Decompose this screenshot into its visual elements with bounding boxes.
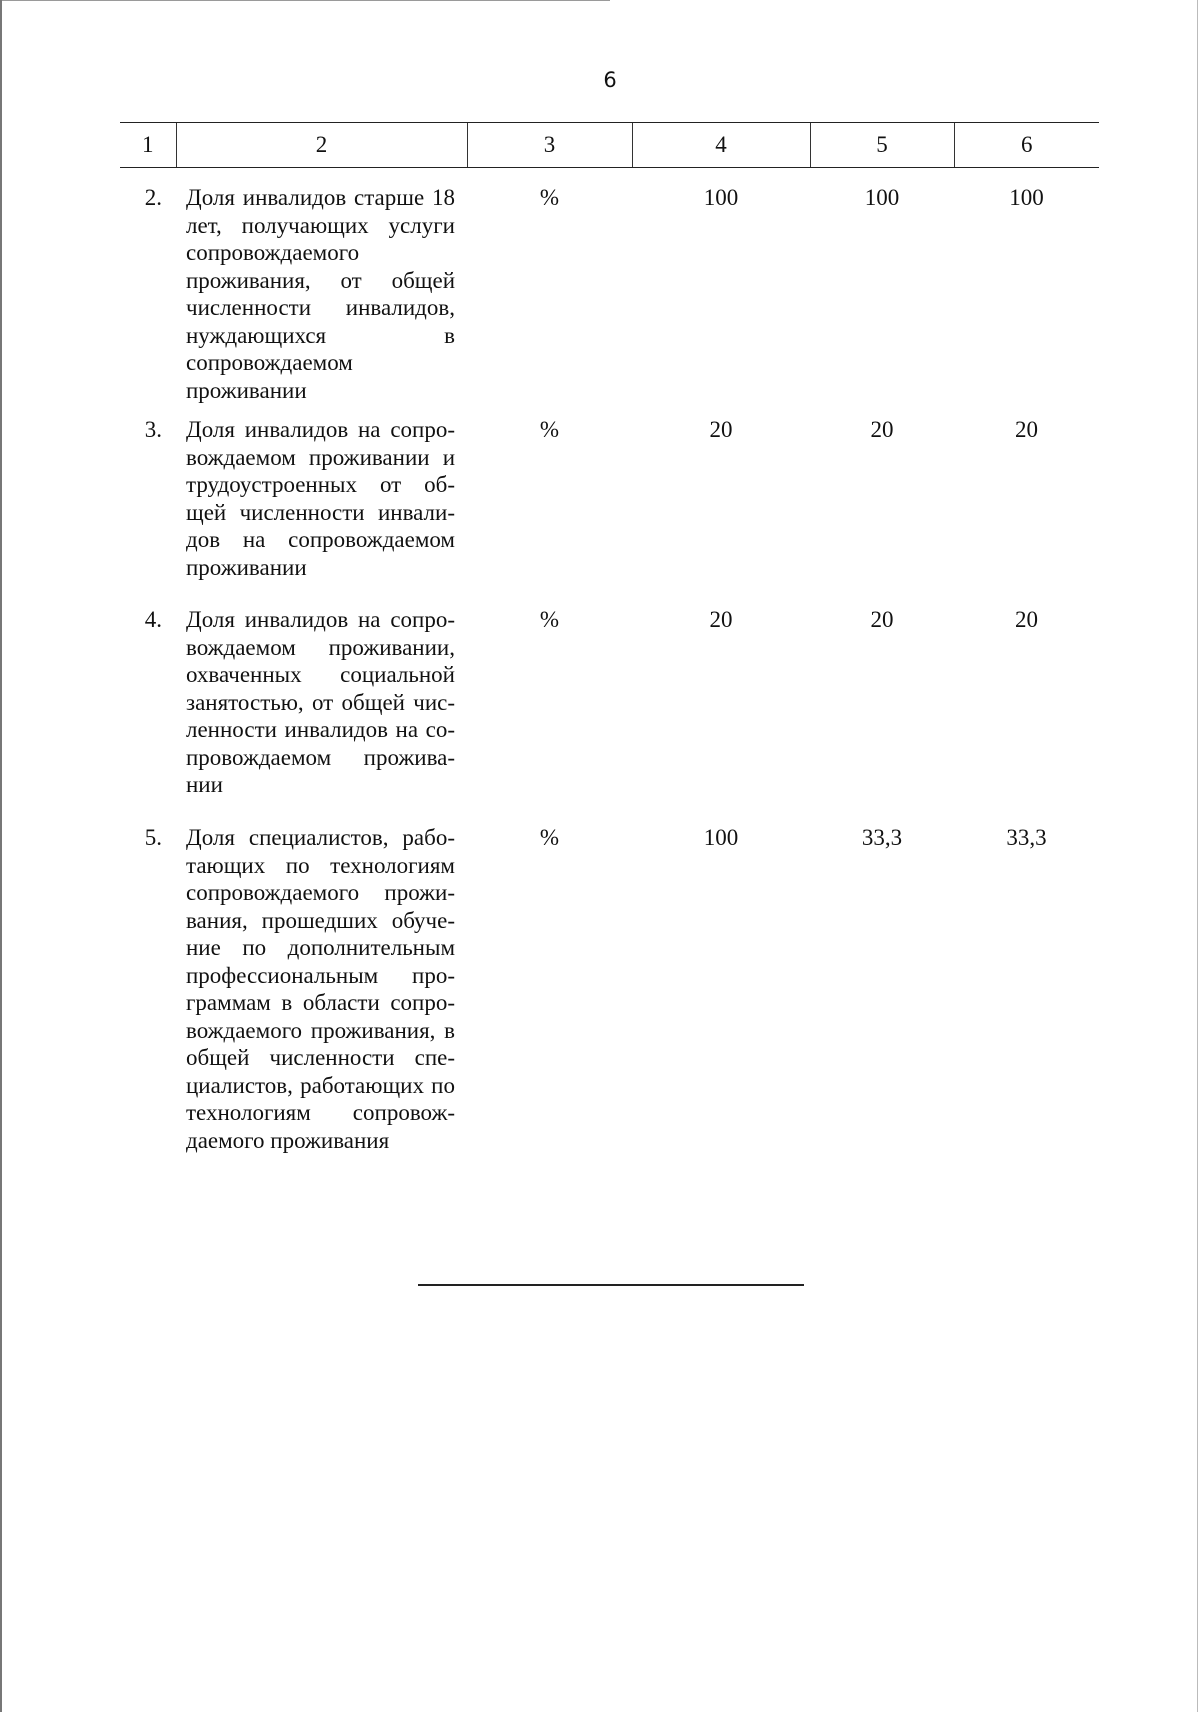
indicator-description: Доля инвалидов старше 18 лет, получающих услуги сопровождаемого проживания, от общей численности инвалидов, нуждающихся в сопровождаемом проживании xyxy=(186,185,455,403)
value-col5: 20 xyxy=(870,417,894,442)
header-cell-3: 3 xyxy=(467,123,632,168)
value-col4: 20 xyxy=(709,417,733,442)
header-cell-4: 4 xyxy=(632,123,810,168)
indicator-description: Доля инвалидов на сопро-вождаемом проживании, охваченных социальной занятостью, от общей чис-ленности инвалидов на со-провождаемом прожива-нии xyxy=(186,607,455,797)
unit-cell: % xyxy=(539,607,560,632)
indicator-description: Доля инвалидов на сопро-вождаемом проживании и трудоустроенных от об-щей численности инвали-дов на сопровождаемом проживании xyxy=(186,417,455,580)
header-cell-2: 2 xyxy=(176,123,467,168)
table-row xyxy=(120,824,1099,1154)
row-number: 4. xyxy=(144,607,162,632)
unit-cell: % xyxy=(539,185,560,210)
value-col5: 33,3 xyxy=(861,825,903,850)
table-body xyxy=(120,168,1099,1155)
scan-edge-top xyxy=(0,0,610,1)
end-separator-line xyxy=(418,1284,804,1286)
value-col4: 100 xyxy=(703,185,739,210)
header-cell-6: 6 xyxy=(954,123,1099,168)
value-col6: 100 xyxy=(1009,185,1044,210)
unit-cell: % xyxy=(539,825,560,850)
scan-edge-right xyxy=(1197,0,1198,1712)
value-col6: 33,3 xyxy=(1006,825,1047,850)
header-cell-1: 1 xyxy=(120,123,176,168)
indicator-description: Доля специалистов, рабо-тающих по технологиям сопровождаемого прожи-вания, прошедших обуче-ние по дополнительным профессиональным про-граммам в области сопро-вождаемого проживания, в общей численности спе-циалистов, работающих по технологиям сопровож-даемого проживания xyxy=(186,825,455,1153)
value-col5: 20 xyxy=(870,607,894,632)
header-cell-5: 5 xyxy=(810,123,954,168)
page-number: 6 xyxy=(603,68,617,92)
value-col6: 20 xyxy=(1015,417,1038,442)
value-col5: 100 xyxy=(864,185,900,210)
value-col4: 20 xyxy=(709,607,733,632)
table-row xyxy=(120,168,1099,417)
header-row xyxy=(120,123,1099,168)
unit-cell: % xyxy=(539,417,560,442)
row-number: 2. xyxy=(144,185,162,210)
indicators-table xyxy=(120,122,1099,1154)
row-number: 3. xyxy=(144,417,162,442)
scan-edge-left xyxy=(0,0,2,1712)
table-row xyxy=(120,606,1099,824)
value-col4: 100 xyxy=(703,825,739,850)
value-col6: 20 xyxy=(1015,607,1038,632)
row-number: 5. xyxy=(144,825,162,850)
table-header xyxy=(120,123,1099,168)
table-row xyxy=(120,416,1099,606)
